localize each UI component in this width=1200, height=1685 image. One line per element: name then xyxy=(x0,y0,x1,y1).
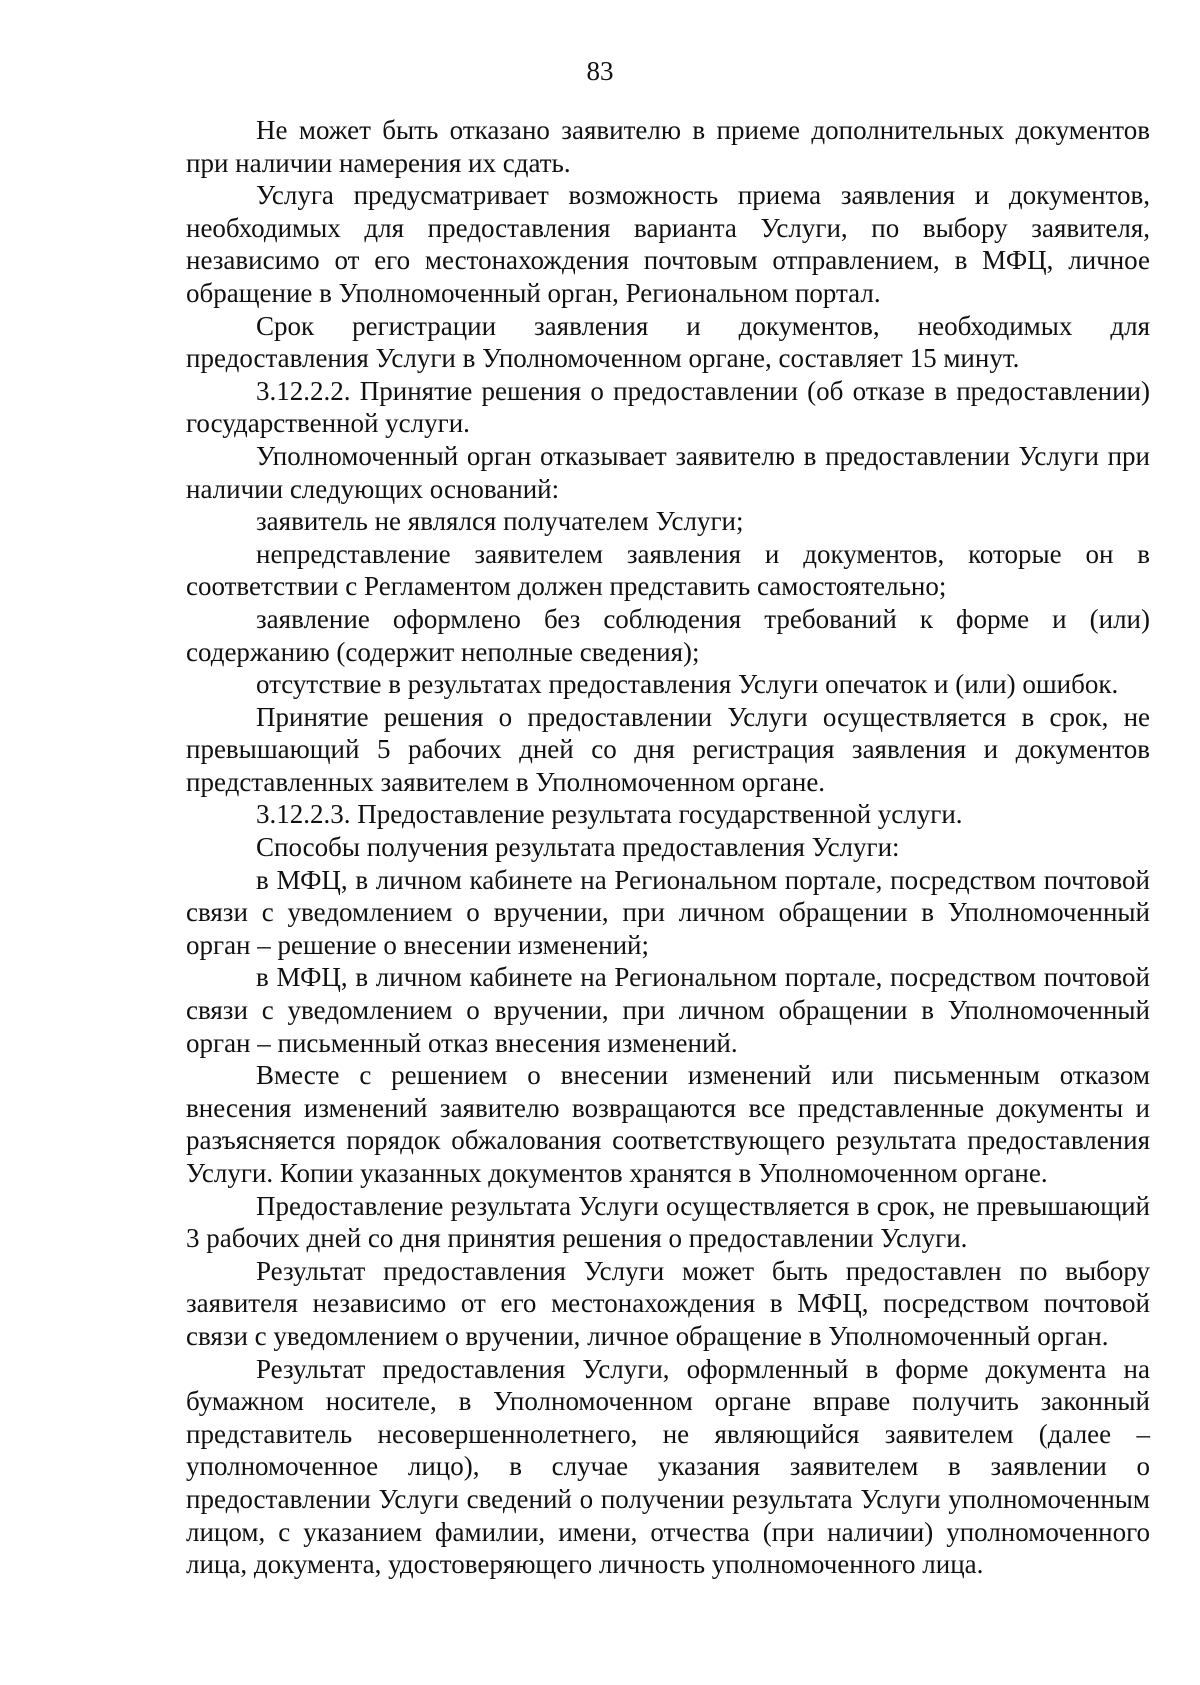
list-item: заявление оформлено без соблюдения требований к форме и (или) содержанию (содержит неполные сведения); xyxy=(186,603,1150,667)
list-item: в МФЦ, в личном кабинете на Региональном портале, посредством почтовой связи с уведомлением о вручении, при личном обращении в Уполномоченный орган – решение о внесении изменений; xyxy=(186,864,1150,960)
paragraph: Предоставление результата Услуги осуществляется в срок, не превышающий 3 рабочих дней со дня принятия решения о предоставлении Услуги. xyxy=(186,1190,1150,1254)
paragraph: Результат предоставления Услуги может быть предоставлен по выбору заявителя независимо от его местонахождения в МФЦ, посредством почтовой связи с уведомлением о вручении, личное обращение в Уполномоченный орган. xyxy=(186,1255,1150,1351)
page-number: 83 xyxy=(586,56,614,86)
paragraph: Вместе с решением о внесении изменений или письменным отказом внесения изменений заявителю возвращаются все представленные документы и разъясняется порядок обжалования соответствующего результата предоставления Услуги. Копии указанных документов хранятся в Уполномоченном органе. xyxy=(186,1060,1150,1188)
paragraph: Способы получения результата предоставления Услуги: xyxy=(256,832,900,863)
paragraph: Услуга предусматривает возможность приема заявления и документов, необходимых для предоставления варианта Услуги, по выбору заявителя, независимо от его местонахождения почтовым отправлением, в МФЦ, личное обращение в Уполномоченный орган, Региональном портал. xyxy=(186,180,1150,308)
paragraph: Результат предоставления Услуги, оформленный в форме документа на бумажном носителе, в Уполномоченном органе вправе получить законный представитель несовершеннолетнего, не являющийся заявителем (далее – уполномоченное лицо), в случае указания заявителем в заявлении о предоставлении Услуги сведений о получении результата Услуги уполномоченным лицом, с указанием фамилии, имени, отчества (при наличии) уполномоченного лица, документа, удостоверяющего личность уполномоченного лица. xyxy=(186,1353,1150,1580)
paragraph: Уполномоченный орган отказывает заявителю в предоставлении Услуги при наличии следующих оснований: xyxy=(186,440,1150,504)
paragraph: Принятие решения о предоставлении Услуги осуществляется в срок, не превышающий 5 рабочих дней со дня регистрация заявления и документов представленных заявителем в Уполномоченном органе. xyxy=(186,701,1150,797)
document-body xyxy=(186,114,1150,1581)
paragraph: Не может быть отказано заявителю в приеме дополнительных документов при наличии намерения их сдать. xyxy=(186,115,1150,178)
list-item: в МФЦ, в личном кабинете на Региональном портале, посредством почтовой связи с уведомлением о вручении, при личном обращении в Уполномоченный орган – письменный отказ внесения изменений. xyxy=(186,962,1150,1058)
section-heading-3-12-2-2: 3.12.2.2. Принятие решения о предоставлении (об отказе в предоставлении) государственной услуги. xyxy=(186,375,1150,439)
list-item: непредставление заявителем заявления и документов, которые он в соответствии с Регламентом должен представить самостоятельно; xyxy=(186,538,1150,602)
list-item: отсутствие в результатах предоставления Услуги опечаток и (или) ошибок. xyxy=(256,669,1119,700)
paragraph: Срок регистрации заявления и документов, необходимых для предоставления Услуги в Уполномоченном органе, составляет 15 минут. xyxy=(186,310,1150,374)
section-heading-3-12-2-3: 3.12.2.3. Предоставление результата государственной услуги. xyxy=(256,799,963,830)
list-item: заявитель не являлся получателем Услуги; xyxy=(256,506,744,537)
